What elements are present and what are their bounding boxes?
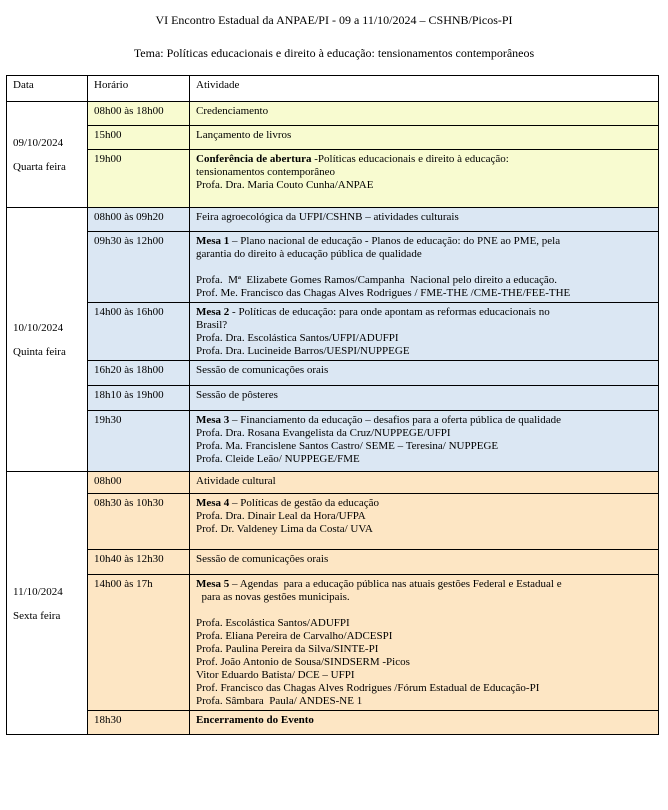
activity-text: para as novas gestões municipais.	[196, 591, 350, 603]
activity-text: Profa. Ma. Francislene Santos Castro/ SEME – Teresina/ NUPPEGE	[196, 440, 499, 452]
header-time: Horário	[88, 76, 190, 102]
activity-text: – Plano nacional de educação - Planos de educação: do PNE ao PME, pela	[229, 235, 561, 247]
schedule-row	[7, 494, 659, 550]
activity-line	[196, 604, 652, 617]
activity-line	[196, 553, 652, 566]
schedule-row	[7, 303, 659, 361]
activity-text: Atividade cultural	[196, 475, 276, 487]
activity-text: Profa. Escolástica Santos/ADUFPI	[196, 617, 350, 629]
activity-line	[196, 714, 652, 727]
activity-text: Profa. Dra. Rosana Evangelista da Cruz/NUPPEGE/UFPI	[196, 427, 451, 439]
activity-line	[196, 643, 652, 656]
activity-line	[196, 497, 652, 510]
time-cell: 16h20 às 18h00	[88, 361, 190, 386]
activity-text: Vitor Eduardo Batista/ DCE – UFPI	[196, 669, 355, 681]
date-text: 11/10/2024	[13, 585, 63, 598]
activity-title: Mesa 5	[196, 578, 230, 590]
time-cell: 14h00 às 16h00	[88, 303, 190, 361]
activity-text: Profa. Dra. Escolástica Santos/UFPI/ADUFPI	[196, 332, 399, 344]
activity-text: Feira agroecológica da UFPI/CSHNB – atividades culturais	[196, 211, 459, 223]
schedule-row	[7, 150, 659, 208]
schedule-table	[6, 75, 659, 735]
activity-line	[196, 427, 652, 440]
activity-cell	[190, 126, 659, 150]
activity-line	[196, 274, 652, 287]
activity-title: Mesa 2	[196, 306, 230, 318]
activity-text: Profa. Cleide Leão/ NUPPEGE/FME	[196, 453, 360, 465]
date-cell	[7, 208, 88, 472]
activity-title: Encerramento do Evento	[196, 714, 314, 726]
document-title: VI Encontro Estadual da ANPAE/PI - 09 a 11/10/2024 – CSHNB/Picos-PI	[155, 13, 513, 27]
schedule-row	[7, 361, 659, 386]
activity-text: Sessão de pôsteres	[196, 389, 278, 401]
activity-line	[196, 261, 652, 274]
activity-line	[196, 129, 652, 142]
activity-line	[196, 166, 652, 179]
date-block	[13, 136, 81, 174]
activity-text: Profa. Mª Elizabete Gomes Ramos/Campanha Nacional pelo direito a educação.	[196, 274, 558, 286]
activity-line	[196, 345, 652, 358]
activity-line	[196, 105, 652, 118]
activity-text: garantia do direito à educação pública de qualidade	[196, 248, 422, 260]
activity-line	[196, 235, 652, 248]
weekday-text: Quarta feira	[13, 161, 66, 173]
time-cell: 08h00 às 18h00	[88, 102, 190, 126]
activity-cell	[190, 575, 659, 711]
activity-text: Profa. Eliana Pereira de Carvalho/ADCESPI	[196, 630, 393, 642]
time-cell: 14h00 às 17h	[88, 575, 190, 711]
schedule-row	[7, 411, 659, 472]
activity-text: Lançamento de livros	[196, 129, 292, 141]
activity-cell	[190, 386, 659, 411]
activity-cell	[190, 303, 659, 361]
time-cell: 10h40 às 12h30	[88, 550, 190, 575]
activity-cell	[190, 411, 659, 472]
date-block	[13, 321, 81, 359]
activity-cell	[190, 208, 659, 232]
activity-line	[196, 389, 652, 402]
time-cell: 19h30	[88, 411, 190, 472]
activity-line	[196, 591, 652, 604]
schedule-row	[7, 208, 659, 232]
activity-title: Mesa 4	[196, 497, 230, 509]
activity-line	[196, 414, 652, 427]
header-row	[7, 76, 659, 102]
activity-line	[196, 332, 652, 345]
schedule-row	[7, 575, 659, 711]
activity-line	[196, 695, 652, 708]
date-block	[13, 585, 81, 623]
activity-text: Profa. Sâmbara Paula/ ANDES-NE 1	[196, 695, 363, 707]
activity-text: Prof. Francisco das Chagas Alves Rodrigues /Fórum Estadual de Educação-PI	[196, 682, 540, 694]
activity-cell	[190, 550, 659, 575]
time-cell: 19h00	[88, 150, 190, 208]
date-cell	[7, 472, 88, 735]
weekday-text: Quinta feira	[13, 346, 66, 358]
activity-line	[196, 453, 652, 466]
activity-line	[196, 475, 652, 488]
activity-text: Prof. João Antonio de Sousa/SINDSERM -Picos	[196, 656, 410, 668]
activity-text: Profa. Dra. Maria Couto Cunha/ANPAE	[196, 179, 374, 191]
activity-text: - Políticas de educação: para onde apontam as reformas educacionais no	[229, 306, 550, 318]
document-theme: Tema: Políticas educacionais e direito à educação: tensionamentos contemporâneos	[133, 46, 535, 60]
schedule-row	[7, 472, 659, 494]
time-cell: 18h10 às 19h00	[88, 386, 190, 411]
activity-line	[196, 153, 652, 166]
activity-line	[196, 319, 652, 332]
activity-line	[196, 669, 652, 682]
activity-line	[196, 630, 652, 643]
activity-line	[196, 578, 652, 591]
activity-text: – Financiamento da educação – desafios para a oferta pública de qualidade	[229, 414, 561, 426]
activity-line	[196, 523, 652, 536]
activity-text: Profa. Dra. Dinair Leal da Hora/UFPA	[196, 510, 366, 522]
activity-text: Prof. Dr. Valdeney Lima da Costa/ UVA	[196, 523, 373, 535]
date-text: 10/10/2024	[13, 322, 64, 334]
time-cell: 15h00	[88, 126, 190, 150]
schedule-row	[7, 386, 659, 411]
schedule-body	[7, 76, 659, 735]
schedule-row	[7, 126, 659, 150]
activity-cell	[190, 494, 659, 550]
activity-line	[196, 440, 652, 453]
activity-line	[196, 306, 652, 319]
activity-line	[196, 211, 652, 224]
schedule-row	[7, 550, 659, 575]
activity-cell	[190, 102, 659, 126]
date-cell	[7, 102, 88, 208]
activity-line	[196, 617, 652, 630]
activity-cell	[190, 232, 659, 303]
date-text: 09/10/2024	[13, 137, 64, 149]
time-cell: 08h00	[88, 472, 190, 494]
activity-text: Credenciamento	[196, 105, 269, 117]
activity-line	[196, 287, 652, 300]
schedule-row	[7, 711, 659, 735]
activity-text: Prof. Me. Francisco das Chagas Alves Rodrigues / FME-THE /CME-THE/FEE-THE	[196, 287, 571, 299]
activity-title: Conferência de abertura	[196, 153, 312, 165]
activity-text: -Políticas educacionais e direito à educação:	[311, 153, 509, 165]
time-cell: 08h30 às 10h30	[88, 494, 190, 550]
weekday-text: Sexta feira	[13, 609, 61, 622]
activity-cell	[190, 711, 659, 735]
header-date: Data	[7, 76, 88, 102]
time-cell: 18h30	[88, 711, 190, 735]
activity-title: Mesa 1	[196, 235, 230, 247]
activity-line	[196, 364, 652, 377]
activity-text: Profa. Dra. Lucineide Barros/UESPI/NUPPEGE	[196, 345, 410, 357]
time-cell: 08h00 às 09h20	[88, 208, 190, 232]
activity-line	[196, 248, 652, 261]
activity-cell	[190, 472, 659, 494]
header-activity: Atividade	[190, 76, 659, 102]
activity-line	[196, 656, 652, 669]
activity-text: Brasil?	[196, 319, 228, 331]
schedule-row	[7, 232, 659, 303]
activity-line	[196, 510, 652, 523]
activity-line	[196, 179, 652, 192]
activity-cell	[190, 150, 659, 208]
activity-title: Mesa 3	[196, 414, 230, 426]
activity-cell	[190, 361, 659, 386]
schedule-row	[7, 102, 659, 126]
activity-line	[196, 682, 652, 695]
activity-text: Profa. Paulina Pereira da Silva/SINTE-PI	[196, 643, 379, 655]
activity-text: – Políticas de gestão da educação	[229, 497, 379, 509]
activity-text: Sessão de comunicações orais	[196, 364, 329, 376]
activity-text: tensionamentos contemporâneo	[196, 166, 335, 178]
activity-text: – Agendas para a educação pública nas atuais gestões Federal e Estadual e	[229, 578, 562, 590]
activity-text: Sessão de comunicações orais	[196, 553, 329, 565]
time-cell: 09h30 às 12h00	[88, 232, 190, 303]
